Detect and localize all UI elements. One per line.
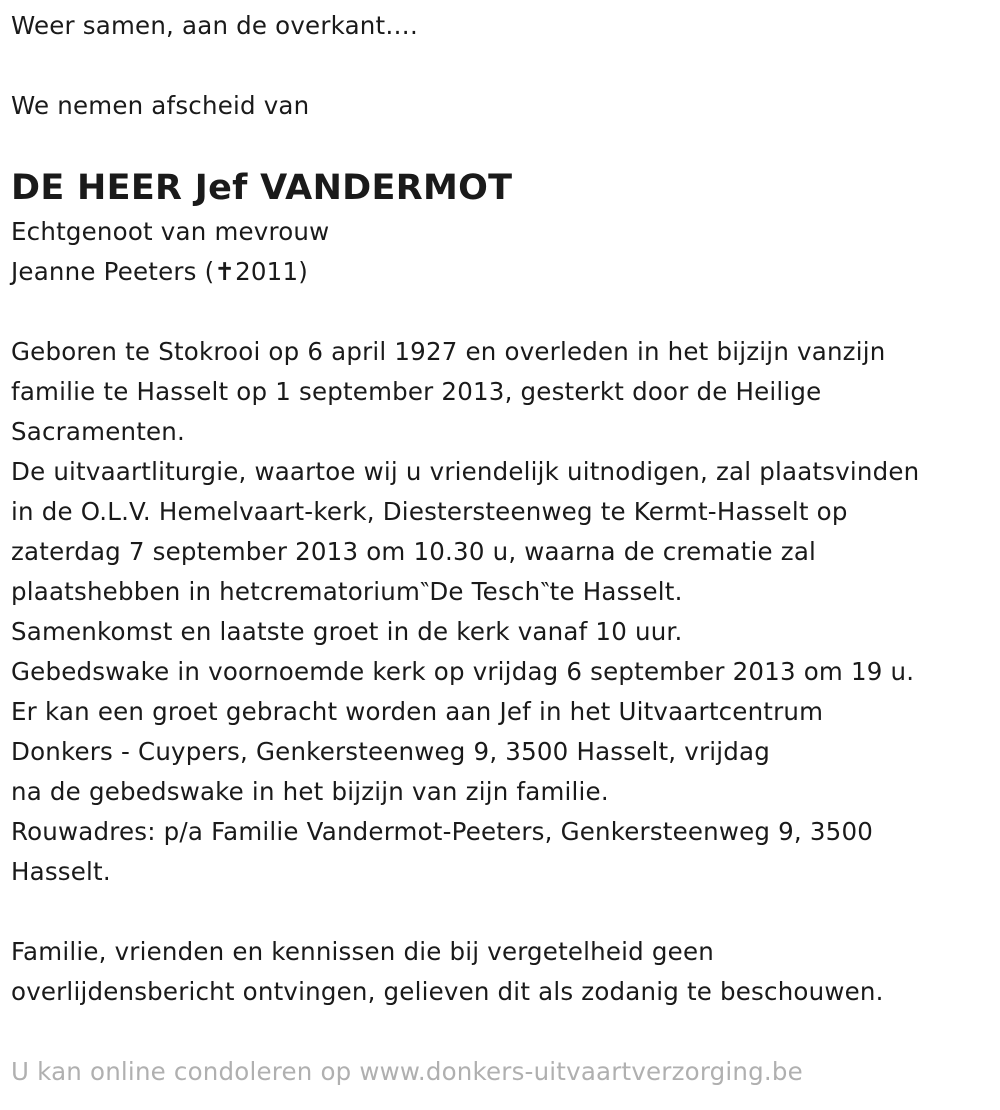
online-condolence-footer: U kan online condoleren op www.donkers-uitvaartverzorging.be xyxy=(11,1057,803,1086)
spacer xyxy=(11,292,991,332)
cross-icon: ✝ xyxy=(214,257,236,286)
body-line: Rouwadres: p/a Familie Vandermot-Peeters, Genkersteenweg 9, 3500 xyxy=(11,817,874,846)
body-line: Hasselt. xyxy=(11,857,111,886)
spacer xyxy=(11,892,991,932)
body-line: Samenkomst en laatste groet in de kerk vanaf 10 uur. xyxy=(11,617,683,646)
intro-line: We nemen afscheid van xyxy=(11,91,310,120)
body-line: plaatshebben in hetcrematorium‶De Tesch‶te Hasselt. xyxy=(11,577,683,606)
spouse-line: Echtgenoot van mevrouw xyxy=(11,217,330,246)
spouse-name: Jeanne Peeters ( xyxy=(11,257,215,286)
spouse-name-line xyxy=(11,252,991,292)
closing-line: Familie, vrienden en kennissen die bij vergetelheid geen xyxy=(11,937,714,966)
spouse-death-year: 2011) xyxy=(235,257,308,286)
opening-line: Weer samen, aan de overkant…. xyxy=(11,11,418,40)
body-line: na de gebedswake in het bijzijn van zijn familie. xyxy=(11,777,609,806)
closing-text xyxy=(11,932,991,1012)
body-line: in de O.L.V. Hemelvaart-kerk, Diestersteenweg te Kermt-Hasselt op xyxy=(11,497,848,526)
body-line: zaterdag 7 september 2013 om 10.30 u, waarna de crematie zal xyxy=(11,537,817,566)
notice-body xyxy=(11,332,991,892)
body-line: familie te Hasselt op 1 september 2013, gesterkt door de Heilige xyxy=(11,377,822,406)
body-line: Donkers - Cuypers, Genkersteenweg 9, 3500 Hasselt, vrijdag xyxy=(11,737,770,766)
deceased-name: DE HEER Jef VANDERMOT xyxy=(11,168,513,208)
body-line: Gebedswake in voornoemde kerk op vrijdag 6 september 2013 om 19 u. xyxy=(11,657,915,686)
closing-line: overlijdensbericht ontvingen, gelieven dit als zodanig te beschouwen. xyxy=(11,977,884,1006)
body-line: De uitvaartliturgie, waartoe wij u vriendelijk uitnodigen, zal plaatsvinden xyxy=(11,457,920,486)
body-line: Geboren te Stokrooi op 6 april 1927 en overleden in het bijzijn vanzijn xyxy=(11,337,886,366)
body-line: Sacramenten. xyxy=(11,417,185,446)
death-notice xyxy=(11,0,991,1092)
body-line: Er kan een groet gebracht worden aan Jef in het Uitvaartcentrum xyxy=(11,697,824,726)
spacer xyxy=(11,1012,991,1052)
